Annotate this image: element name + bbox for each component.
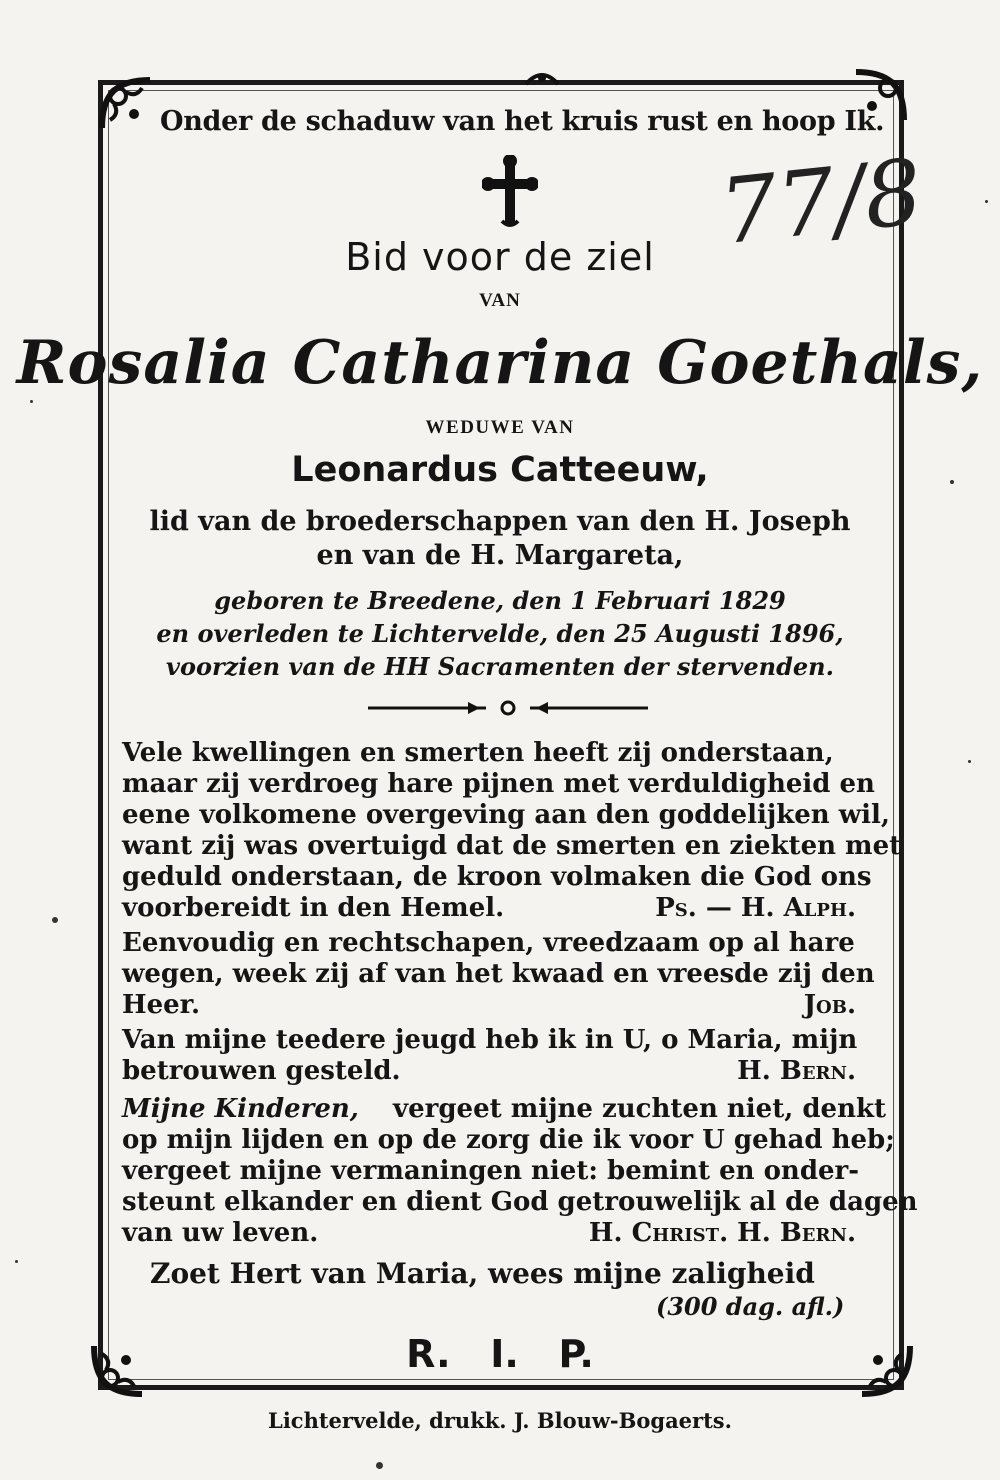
membership-line-1: lid van de broederschappen van den H. Joseph xyxy=(149,506,851,537)
verse-lead-italic: Mijne Kinderen, xyxy=(122,1094,359,1124)
verse-line: steunt elkander en dient God getrouwelijk al de dagen xyxy=(122,1187,918,1217)
verse-line: vergeet mijne vermaningen niet: bemint en onder- xyxy=(122,1156,860,1186)
verse-line: Vele kwellingen en smerten heeft zij onderstaan, xyxy=(122,738,834,768)
motto: Onder de schaduw van het kruis rust en hoop Ik. xyxy=(160,106,885,137)
verse-signature: Job. xyxy=(803,990,856,1020)
death-line: en overleden te Lichtervelde, den 25 Augusti 1896, xyxy=(156,619,844,648)
van-label: VAN xyxy=(479,290,521,311)
indulgence-note: (300 dag. afl.) xyxy=(656,1292,845,1321)
verse-last-line xyxy=(122,893,886,924)
verse-paragraph-3 xyxy=(122,1025,886,1087)
sacraments-line: voorzien van de HH Sacramenten der stervenden. xyxy=(166,652,834,681)
widow-label: WEDUWE VAN xyxy=(425,417,575,438)
verse-line: vergeet mijne zuchten niet, denkt xyxy=(393,1094,886,1124)
verse-signature: H. Bern. xyxy=(737,1056,856,1086)
handwritten-number: 77/8 xyxy=(715,139,928,266)
verse-line: geduld onderstaan, de kroon volmaken die God ons xyxy=(122,862,872,892)
verse-line-end: van uw leven. xyxy=(122,1218,319,1248)
birth-line: geboren te Breedene, den 1 Februari 1829 xyxy=(214,586,786,615)
speck xyxy=(52,917,58,923)
cross-icon xyxy=(482,155,538,227)
speck xyxy=(30,400,33,403)
verse-line: wegen, week zij af van het kwaad en vreesde zij den xyxy=(122,959,875,989)
verse-paragraph-1 xyxy=(122,738,902,924)
prayer-line: Zoet Hert van Maria, wees mijne zaligheid xyxy=(150,1257,815,1290)
verse-line-first xyxy=(122,1094,886,1125)
verse-paragraph-4 xyxy=(122,1094,918,1249)
verse-line-end: betrouwen gesteld. xyxy=(122,1056,401,1086)
page-title: Bid voor de ziel xyxy=(345,235,655,279)
husband-name: Leonardus Catteeuw, xyxy=(291,450,709,490)
verse-paragraph-2 xyxy=(122,928,886,1021)
printer-credit: Lichtervelde, drukk. J. Blouw-Bogaerts. xyxy=(268,1408,732,1433)
verse-line: op mijn lijden en op de zorg die ik voor U gehad heb; xyxy=(122,1125,895,1155)
divider-ornament xyxy=(368,698,648,718)
verse-signature: H. Christ. H. Bern. xyxy=(588,1218,856,1248)
verse-last-line xyxy=(122,1218,886,1249)
corner-ornament-top-left xyxy=(96,74,156,134)
speck xyxy=(968,760,971,763)
verse-line: want zij was overtuigd dat de smerten en ziekten met xyxy=(122,831,902,861)
speck xyxy=(15,1260,18,1263)
speck xyxy=(376,1462,383,1469)
verse-line: maar zij verdroeg hare pijnen met verduldigheid en xyxy=(122,769,875,799)
rip-text: R. I. P. xyxy=(406,1332,594,1376)
verse-line: eene volkomene overgeving aan den goddelijken wil, xyxy=(122,800,890,830)
verse-line-end: voorbereidt in den Hemel. xyxy=(122,893,505,923)
verse-line: Van mijne teedere jeugd heb ik in U, o Maria, mijn xyxy=(122,1025,858,1055)
deceased-name: Rosalia Catharina Goethals, xyxy=(16,328,984,398)
verse-last-line xyxy=(122,990,886,1021)
verse-line: Eenvoudig en rechtschapen, vreedzaam op al hare xyxy=(122,928,855,958)
speck xyxy=(985,200,988,203)
membership-line-2: en van de H. Margareta, xyxy=(316,540,684,571)
verse-line-end: Heer. xyxy=(122,990,201,1020)
top-center-ornament xyxy=(522,66,562,90)
verse-signature: Ps. — H. Alph. xyxy=(655,893,856,923)
verse-last-line xyxy=(122,1056,886,1087)
